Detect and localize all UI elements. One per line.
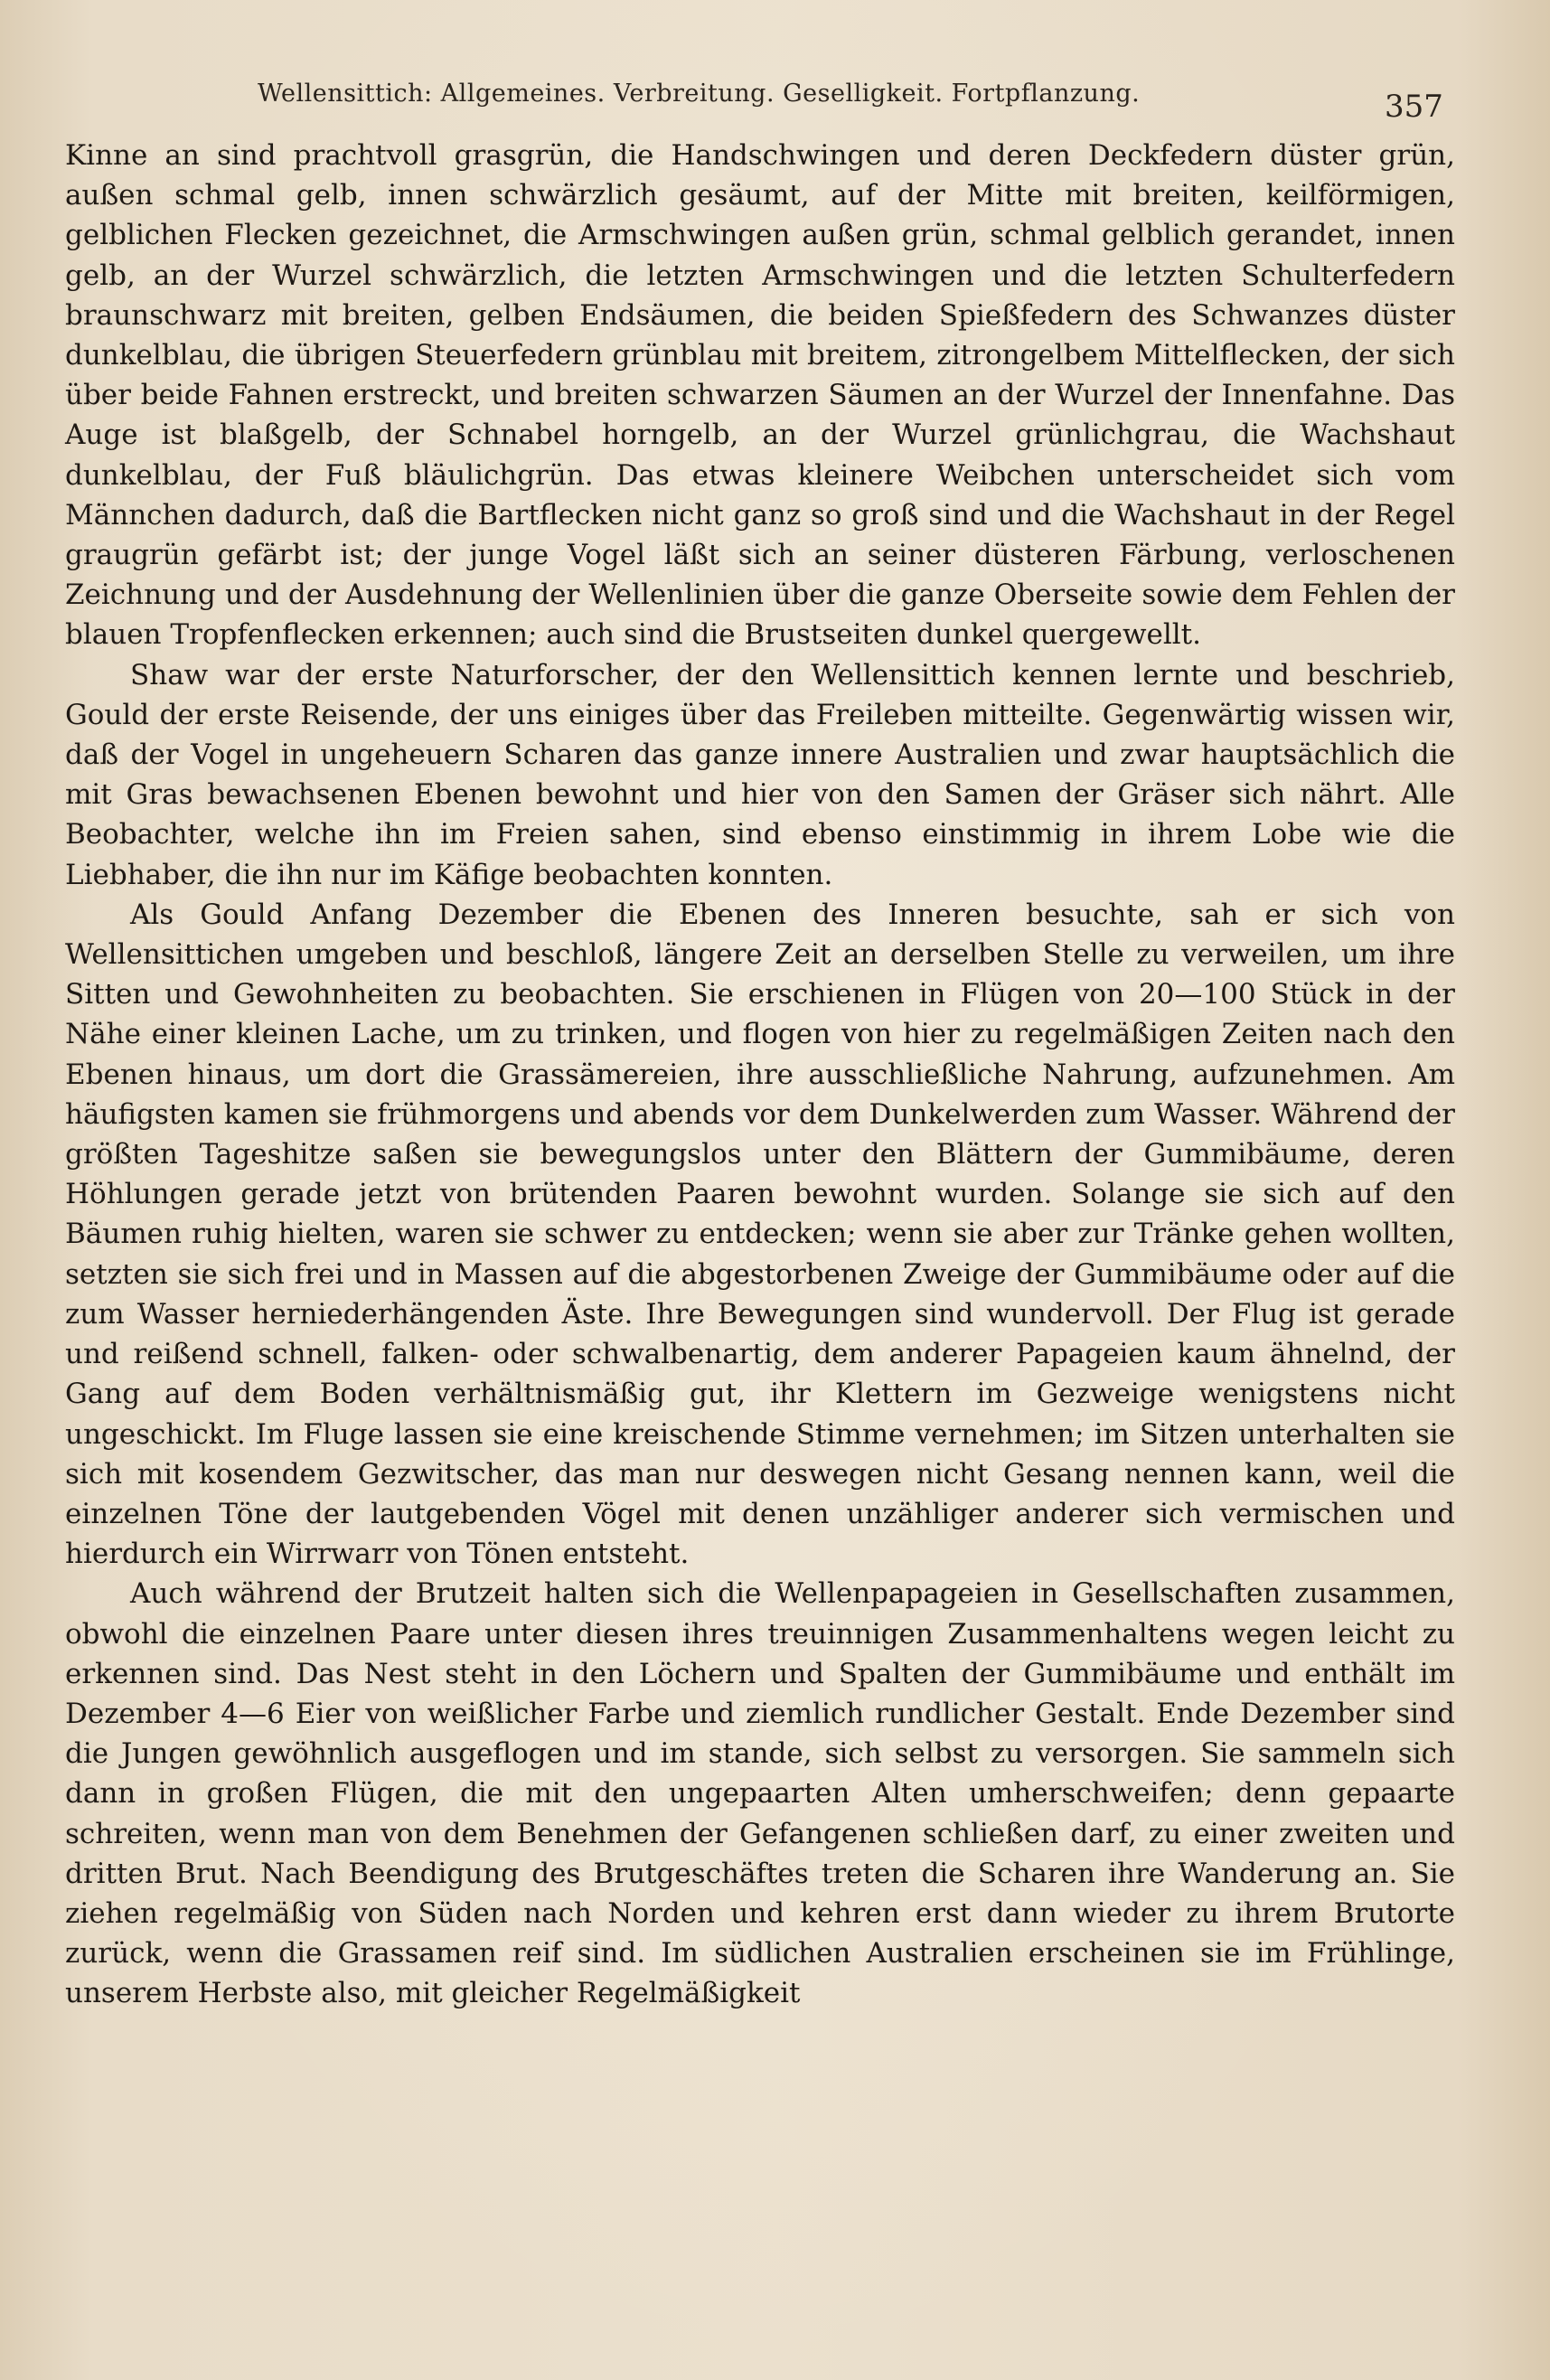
running-head: Wellensittich: Allgemeines. Verbreitung. Geselligkeit. Fortpflanzung. — [258, 80, 1141, 108]
page-number: 357 — [1385, 89, 1443, 125]
paragraph-breeding: Auch während der Brutzeit halten sich die Wellenpapageien in Gesellschaften zusammen, obwohl die einzelnen Paare unter diesen ihres treuinnigen Zusammenhaltens wegen leicht zu erkennen sind. Das Nest steht in den Löchern und Spalten der Gummibäume und enthält im Dezember 4—6 Eier von weißlicher Farbe und ziemlich rundlicher Gestalt. Ende Dezember sind die Jungen gewöhnlich ausgeflogen und im stande, sich selbst zu versorgen. Sie sammeln sich dann in großen Flügen, die mit den ungepaarten Alten umherschweifen; denn gepaarte schreiten, wenn man von dem Benehmen der Gefangenen schließen darf, zu einer zweiten und dritten Brut. Nach Beendigung des Brutgeschäftes treten die Scharen ihre Wanderung an. Sie ziehen regelmäßig von Süden nach Norden und kehren erst dann wieder zu ihrem Brutorte zurück, wenn die Grassamen reif sind. Im südlichen Australien erscheinen sie im Frühlinge, unserem Herbste also, mit gleicher Regelmäßigkeit — [65, 1577, 1455, 2010]
paragraph-gould-observations: Als Gould Anfang Dezember die Ebenen des Inneren besuchte, sah er sich von Wellensittichen umgeben und beschloß, längere Zeit an derselben Stelle zu verweilen, um ihre Sitten und Gewohnheiten zu beobachten. Sie erschienen in Flügen von 20—100 Stück in der Nähe einer kleinen Lache, um zu trinken, und flogen von hier zu regelmäßigen Zeiten nach den Ebenen hinaus, um dort die Grassämereien, ihre ausschließliche Nahrung, aufzunehmen. Am häufigsten kamen sie frühmorgens und abends vor dem Dunkelwerden zum Wasser. Während der größten Tageshitze saßen sie bewegungslos unter den Blättern der Gummibäume, deren Höhlungen gerade jetzt von brütenden Paaren bewohnt wurden. Solange sie sich auf den Bäumen ruhig hielten, waren sie schwer zu entdecken; wenn sie aber zur Tränke gehen wollten, setzten sie sich frei und in Massen auf die abgestorbenen Zweige der Gummibäume oder auf die zum Wasser herniederhängenden Äste. Ihre Bewegungen sind wundervoll. Der Flug ist gerade und reißend schnell, falken- oder schwalbenartig, dem anderer Papageien kaum ähnelnd, der Gang auf dem Boden verhältnismäßig gut, ihr Klettern im Gezweige wenigstens nicht ungeschickt. Im Fluge lassen sie eine kreischende Stimme vernehmen; im Sitzen unterhalten sie sich mit kosendem Gezwitscher, das man nur deswegen nicht Gesang nennen kann, weil die einzelnen Töne der lautgebenden Vögel mit denen unzähliger anderer sich vermischen und hierdurch ein Wirrwarr von Tönen entsteht. — [65, 898, 1455, 1571]
paragraph-plumage-description: Kinne an sind prachtvoll grasgrün, die Handschwingen und deren Deckfedern düster grün, außen schmal gelb, innen schwärzlich gesäumt, auf der Mitte mit breiten, keilförmigen, gelblichen Flecken gezeichnet, die Armschwingen außen grün, schmal gelblich gerandet, innen gelb, an der Wurzel schwärzlich, die letzten Armschwingen und die letzten Schulterfedern braunschwarz mit breiten, gelben Endsäumen, die beiden Spießfedern des Schwanzes düster dunkelblau, die übrigen Steuerfedern grünblau mit breitem, zitrongelbem Mittelflecken, der sich über beide Fahnen erstreckt, und breiten schwarzen Säumen an der Wurzel der Innenfahne. Das Auge ist blaßgelb, der Schnabel horngelb, an der Wurzel grünlichgrau, die Wachshaut dunkelblau, der Fuß bläulichgrün. Das etwas kleinere Weibchen unterscheidet sich vom Männchen dadurch, daß die Bartflecken nicht ganz so groß sind und die Wachshaut in der Regel graugrün gefärbt ist; der junge Vogel läßt sich an seiner düsteren Färbung, verloschenen Zeichnung und der Ausdehnung der Wellenlinien über die ganze Oberseite sowie dem Fehlen der blauen Tropfenflecken erkennen; auch sind die Brustseiten dunkel quergewellt. — [65, 139, 1455, 652]
body-text — [65, 136, 1455, 2014]
paragraph-discovery: Shaw war der erste Naturforscher, der den Wellensittich kennen lernte und beschrieb, Gould der erste Reisende, der uns einiges über das Freileben mitteilte. Gegenwärtig wissen wir, daß der Vogel in ungeheuern Scharen das ganze innere Australien und zwar hauptsächlich die mit Gras bewachsenen Ebenen bewohnt und hier von den Samen der Gräser sich nährt. Alle Beobachter, welche ihn im Freien sahen, sind ebenso einstimmig in ihrem Lobe wie die Liebhaber, die ihn nur im Käfige beobachten konnten. — [65, 658, 1455, 891]
